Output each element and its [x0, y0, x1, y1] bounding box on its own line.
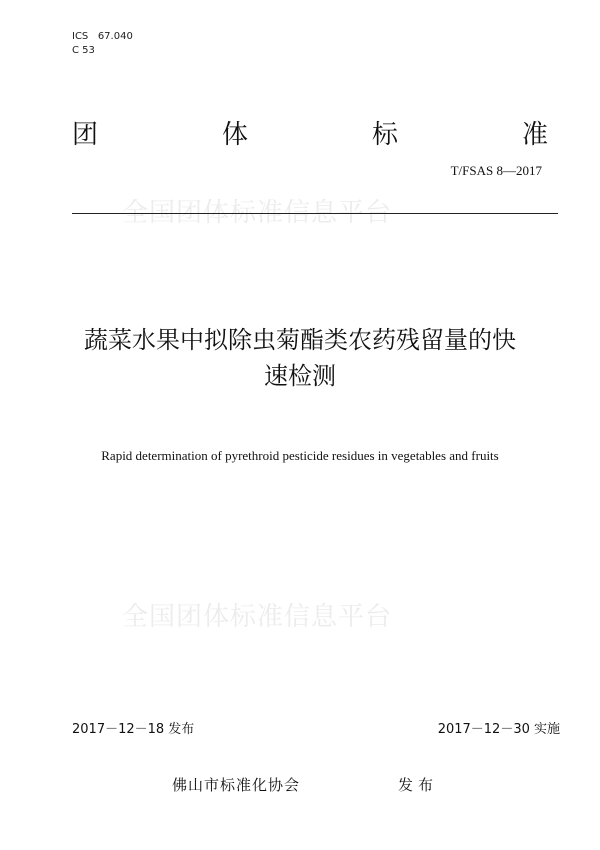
- standard-type-heading: [72, 114, 548, 150]
- issue-date: 2017－12－18 发布: [72, 722, 195, 737]
- document-title: [0, 322, 600, 394]
- watermark: 全国团体标准信息平台: [122, 602, 393, 632]
- standard-number: T/FSAS 8—2017: [450, 163, 542, 178]
- standard-type-char: 标: [371, 120, 398, 150]
- title-line-2: 速检测: [264, 362, 336, 390]
- ccs-code: C 53: [72, 45, 95, 56]
- standard-type-char: 团: [72, 120, 99, 150]
- title-line-1: 蔬菜水果中拟除虫菊酯类农药残留量的快: [84, 326, 516, 354]
- ics-code: ICS 67.040: [72, 31, 133, 42]
- publisher-name: 佛山市标准化协会: [172, 776, 301, 794]
- header-divider: [72, 213, 558, 214]
- standard-type-char: 体: [221, 120, 248, 150]
- classification-codes: [72, 30, 133, 58]
- implementation-date: 2017－12－30 实施: [437, 722, 560, 737]
- watermark: 全国团体标准信息平台: [122, 198, 393, 228]
- english-title: Rapid determination of pyrethroid pesticide residues in vegetables and fruits: [101, 448, 499, 463]
- standard-type-char: 准: [521, 120, 548, 150]
- publish-label: 发布: [398, 776, 439, 794]
